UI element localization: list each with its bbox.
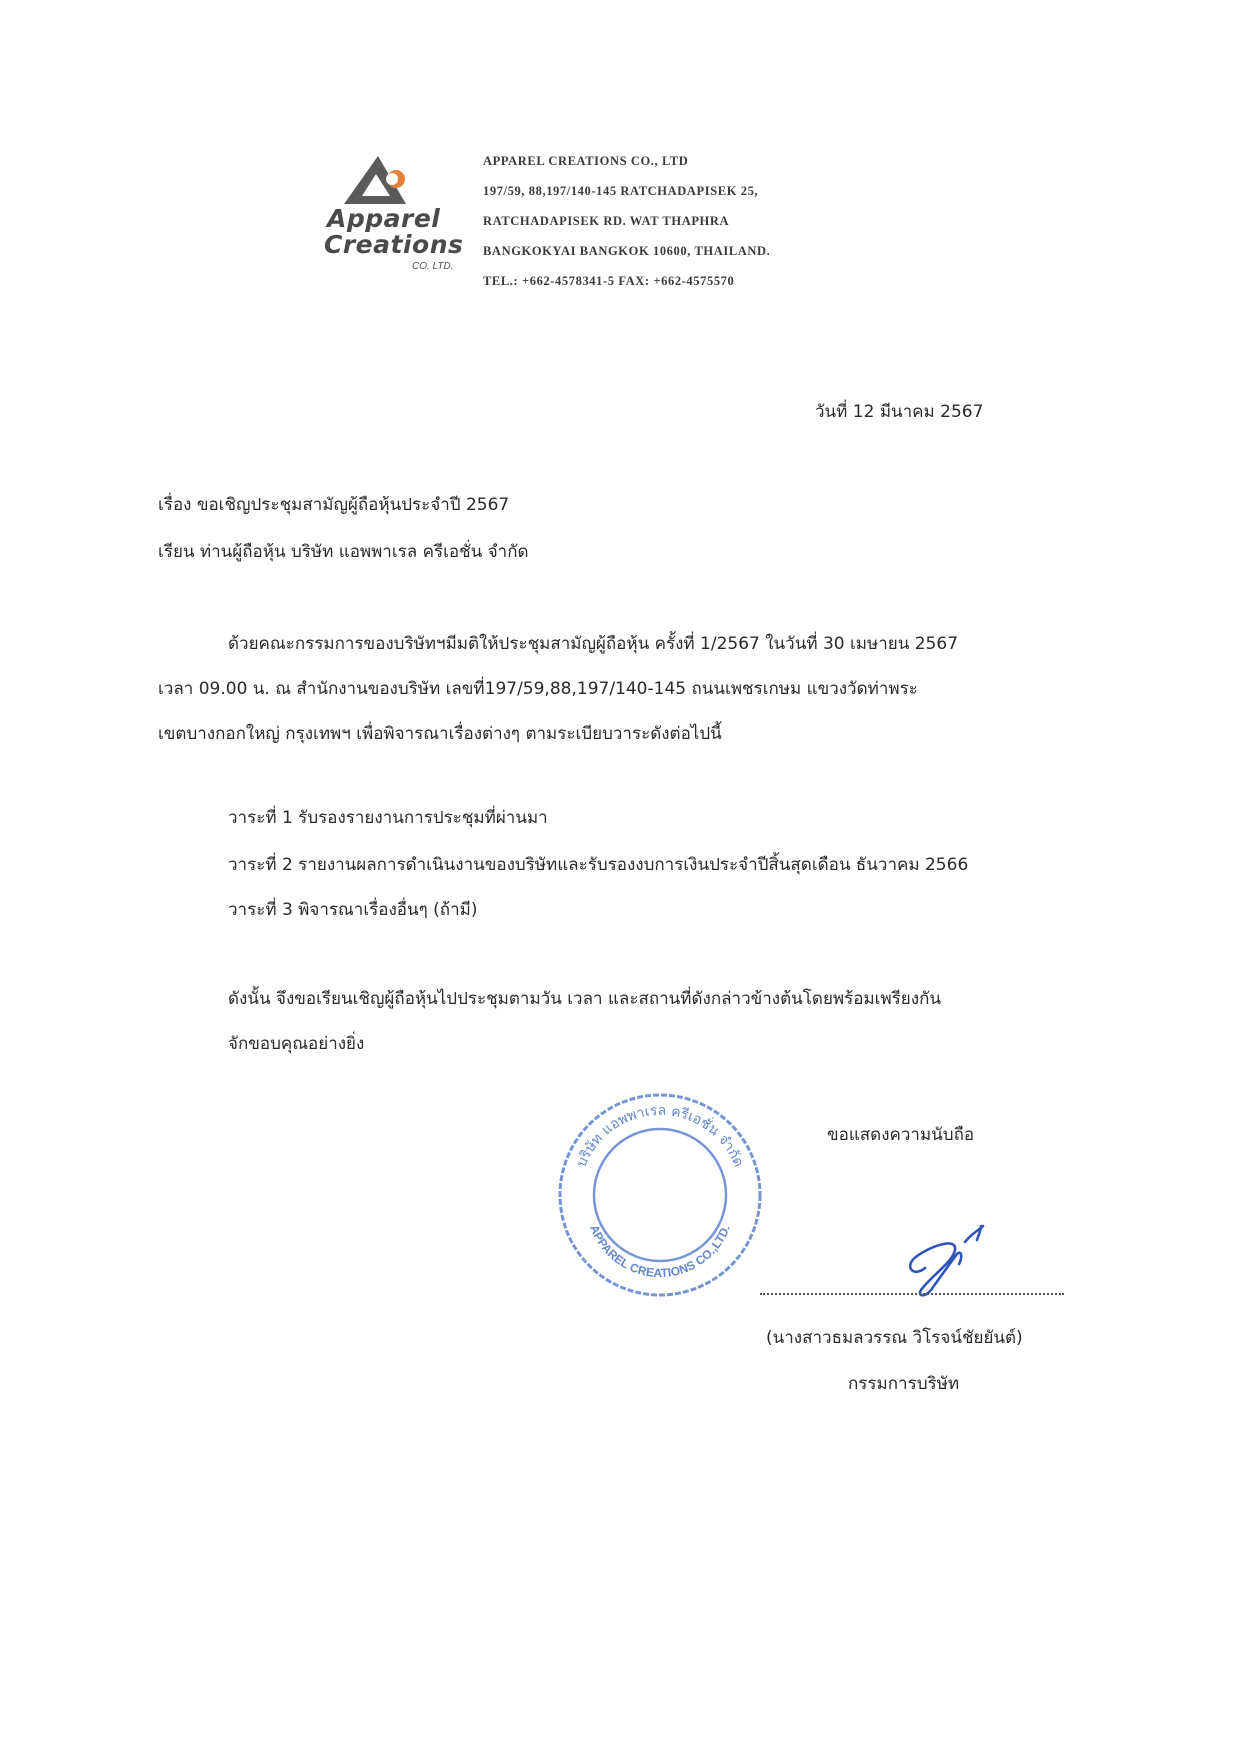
letterhead-address-3: BANGKOKYAI BANGKOK 10600, THAILAND. [483,244,771,258]
agenda-item: วาระที่ 2 รายงานผลการดำเนินงานของบริษัทและรับรองงบการเงินประจำปีสิ้นสุดเดือน ธันวาคม 2566 [228,855,969,875]
agenda-item: วาระที่ 1 รับรองรายงานการประชุมที่ผ่านมา [228,808,548,828]
closing-line-2: จักขอบคุณอย่างยิ่ง [228,1034,365,1054]
handwritten-signature [895,1220,995,1300]
svg-text:APPAREL CREATIONS CO.,LTD. [587,1223,733,1280]
company-stamp [550,1085,770,1305]
triangle-logo-icon [322,152,472,212]
stamp-bottom-text: APPAREL CREATIONS CO.,LTD. [587,1222,733,1281]
body-line-2: เวลา 09.00 น. ณ สำนักงานของบริษัท เลขที่197/59,88,197/140-145 ถนนเพชรเกษม แขวงวัดท่าพระ [158,679,918,699]
stamp-top-text: บริษัท แอพพาเรล ครีเอชั่น จำกัด [573,1102,747,1170]
letterhead-company-name: APPAREL CREATIONS CO., LTD [483,154,689,168]
signatory-name: (นางสาวธมลวรรณ วิโรจน์ชัยยันต์) [766,1328,1023,1348]
logo-word-creations: Creations [324,230,464,259]
letterhead-address-1: 197/59, 88,197/140-145 RATCHADAPISEK 25, [483,184,759,198]
closing-line-1: ดังนั้น จึงขอเรียนเชิญผู้ถือหุ้นไปประชุมตามวัน เวลา และสถานที่ดังกล่าวข้างต้นโดยพร้อมเพรียงกัน [228,989,941,1009]
letterhead-contact: TEL.: +662-4578341-5 FAX: +662-4575570 [483,274,735,288]
body-line-3: เขตบางกอกใหญ่ กรุงเทพฯ เพื่อพิจารณาเรื่องต่างๆ ตามระเบียบวาระดังต่อไปนี้ [158,724,722,744]
signatory-title: กรรมการบริษัท [848,1374,960,1394]
company-logo [322,152,472,282]
regards-text: ขอแสดงความนับถือ [827,1125,975,1145]
letter-subject: เรื่อง ขอเชิญประชุมสามัญผู้ถือหุ้นประจำปี 2567 [158,495,510,515]
letterhead-address-2: RATCHADAPISEK RD. WAT THAPHRA [483,214,730,228]
agenda-item: วาระที่ 3 พิจารณาเรื่องอื่นๆ (ถ้ามี) [228,900,478,920]
letter-recipient: เรียน ท่านผู้ถือหุ้น บริษัท แอพพาเรล ครีเอชั่น จำกัด [158,542,529,562]
logo-word-apparel: Apparel [327,204,441,233]
svg-text:บริษัท แอพพาเรล ครีเอชั่น จำกั [574,1103,747,1170]
letter-date: วันที่ 12 มีนาคม 2567 [815,402,984,422]
body-line-1: ด้วยคณะกรรมการของบริษัทฯมีมติให้ประชุมสามัญผู้ถือหุ้น ครั้งที่ 1/2567 ในวันที่ 30 เมษายน 2567 [228,634,959,654]
logo-suffix: CO. LTD. [412,261,454,272]
signature-line [760,1293,1064,1295]
